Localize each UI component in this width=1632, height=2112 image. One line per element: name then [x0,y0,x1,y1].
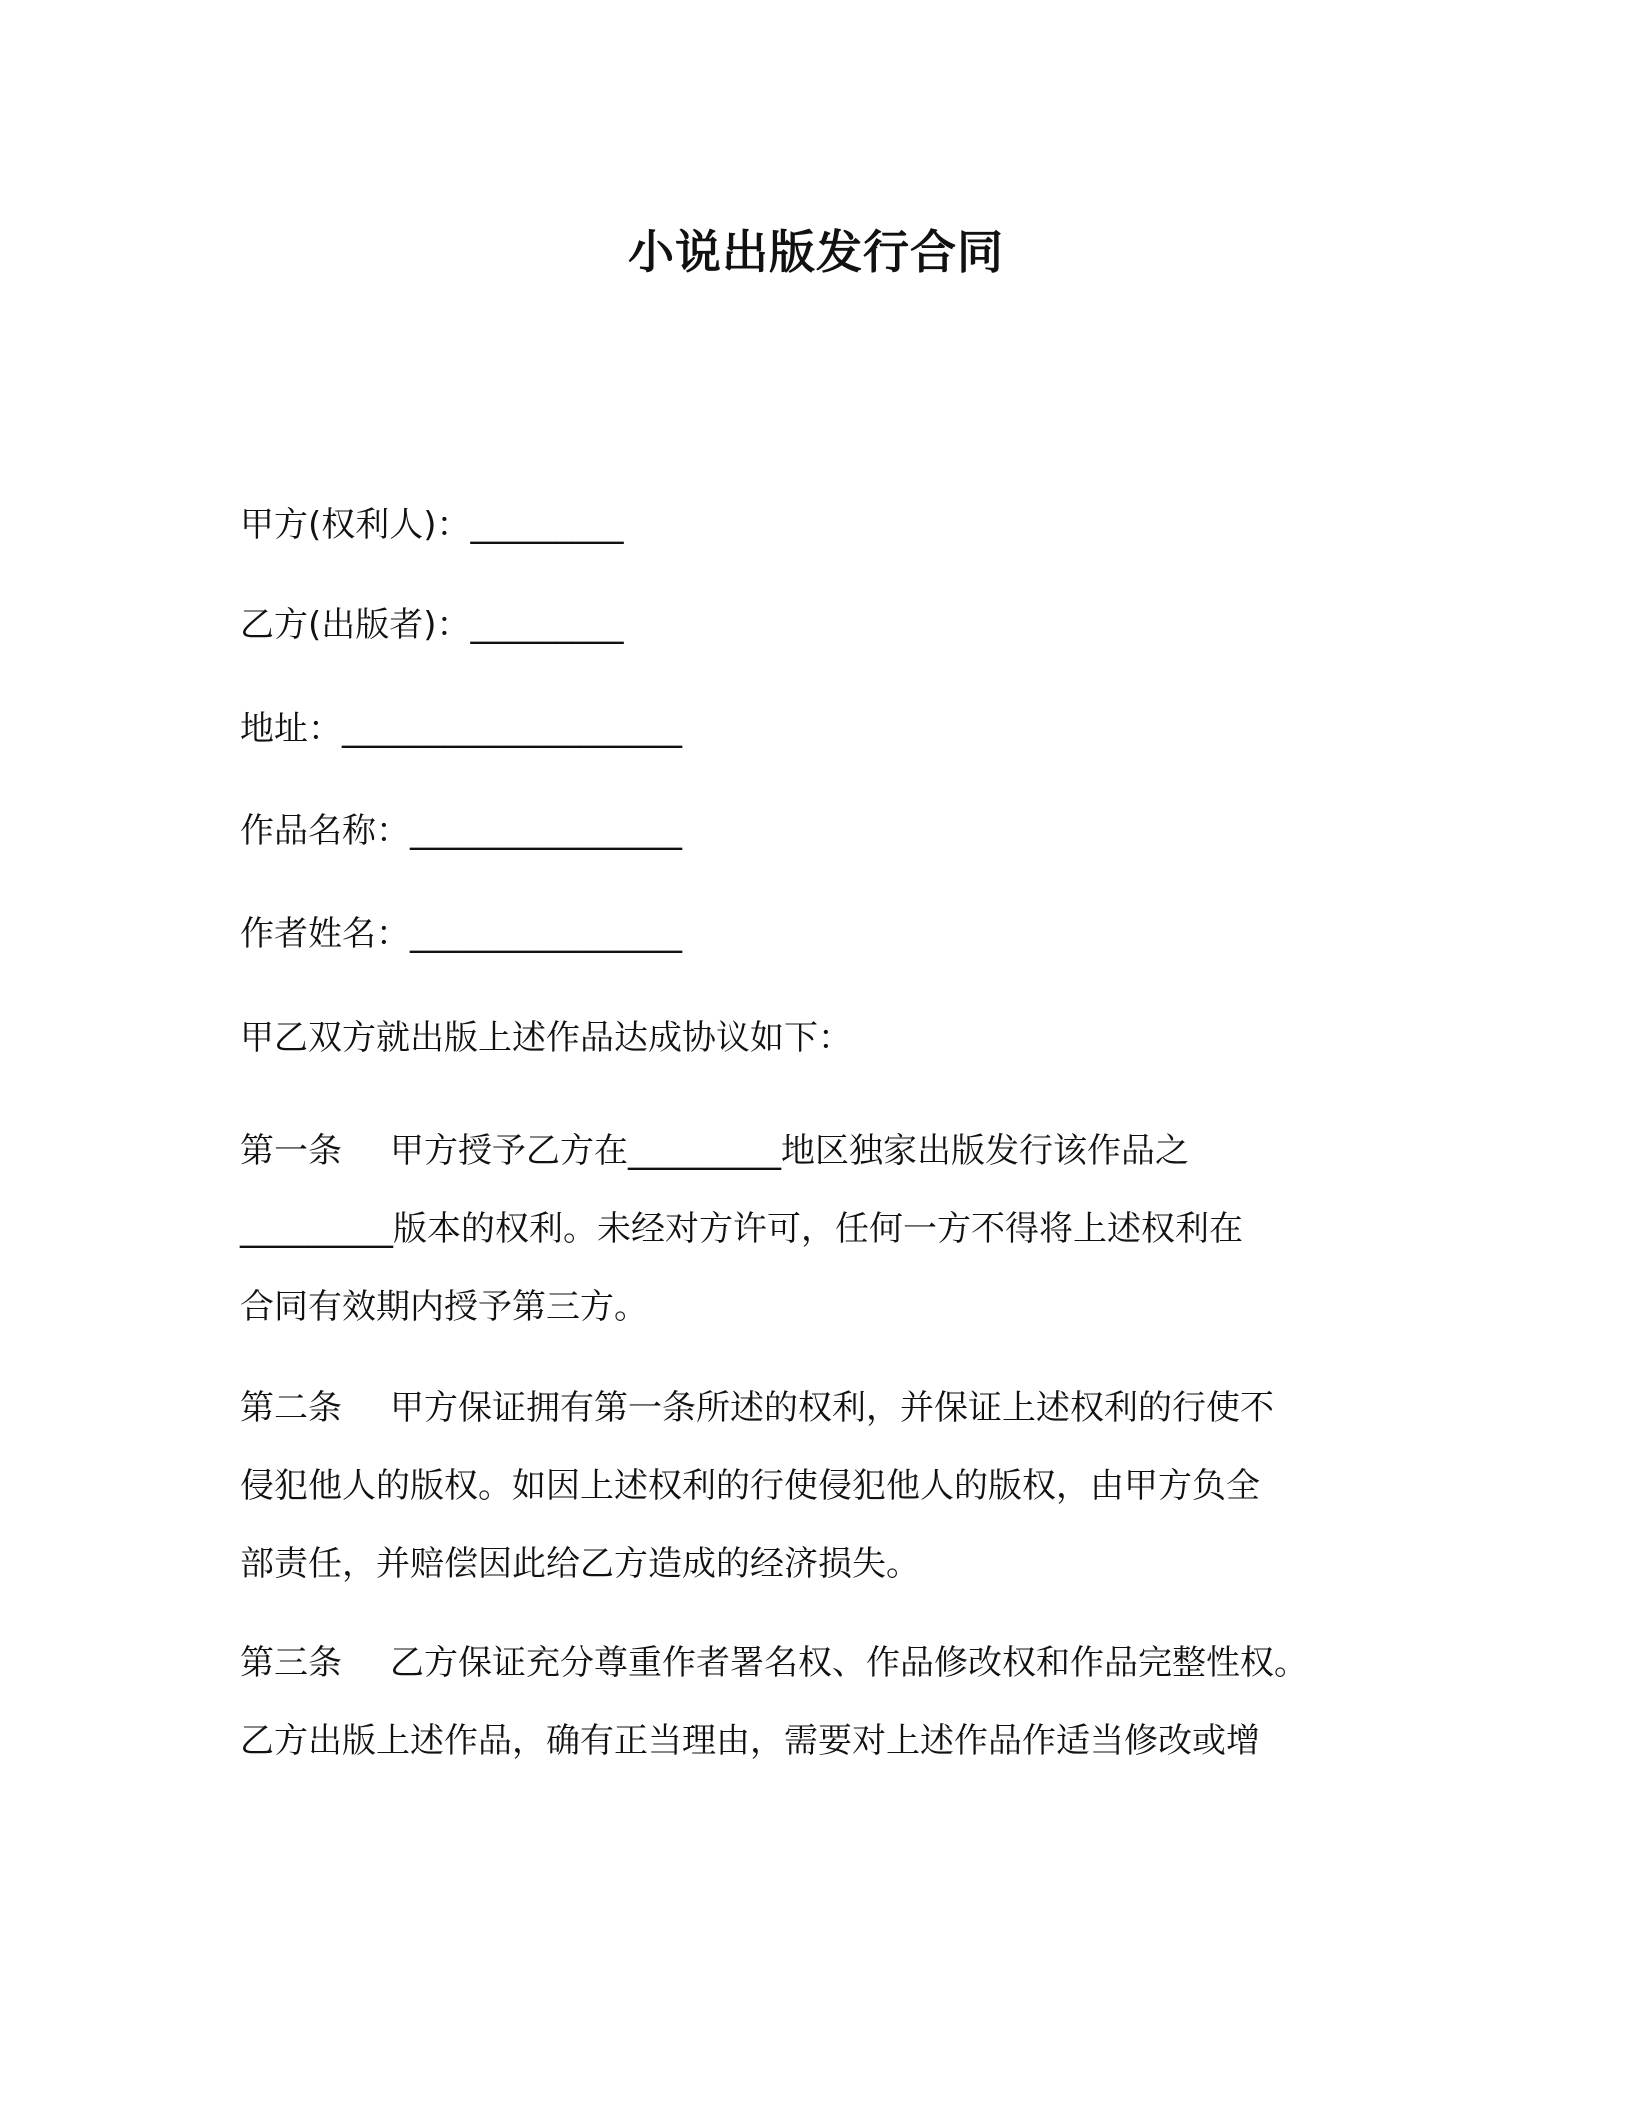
article-1-number: 第一条 [240,1131,342,1171]
article-1 [240,1112,1390,1346]
article-3 [240,1624,1390,1780]
article-1-line-3: 合同有效期内授予第三方。 [240,1287,648,1327]
article-2-line-3: 部责任，并赔偿因此给乙方造成的经济损失。 [240,1544,920,1584]
article-2-line-2: 侵犯他人的版权。如因上述权利的行使侵犯他人的版权，由甲方负全 [240,1466,1260,1506]
article-3-text-1: 乙方保证充分尊重作者署名权、作品修改权和作品完整性权。 [390,1643,1308,1683]
article-2 [240,1369,1390,1603]
document-title: 小说出版发行合同 [628,225,1004,279]
address-field: 地址：____________________ [240,709,682,749]
article-3-line-1 [240,1624,1390,1702]
article-2-text-1: 甲方保证拥有第一条所述的权利，并保证上述权利的行使不 [390,1388,1274,1428]
author-name-field: 作者姓名：________________ [240,914,682,954]
party-b-field: 乙方(出版者)：_________ [240,605,624,645]
article-3-number: 第三条 [240,1643,342,1683]
article-2-number: 第二条 [240,1388,342,1428]
article-1-text-1: 甲方授予乙方在_________地区独家出版发行该作品之 [390,1131,1189,1171]
article-2-line-1 [240,1369,1390,1447]
intro-statement: 甲乙双方就出版上述作品达成协议如下： [240,1018,852,1058]
article-3-line-2: 乙方出版上述作品，确有正当理由，需要对上述作品作适当修改或增 [240,1721,1260,1761]
work-title-field: 作品名称：________________ [240,811,682,851]
article-1-line-2: _________版本的权利。未经对方许可，任何一方不得将上述权利在 [240,1209,1243,1249]
article-1-line-1 [240,1112,1390,1190]
party-a-field: 甲方(权利人)：_________ [240,505,624,545]
